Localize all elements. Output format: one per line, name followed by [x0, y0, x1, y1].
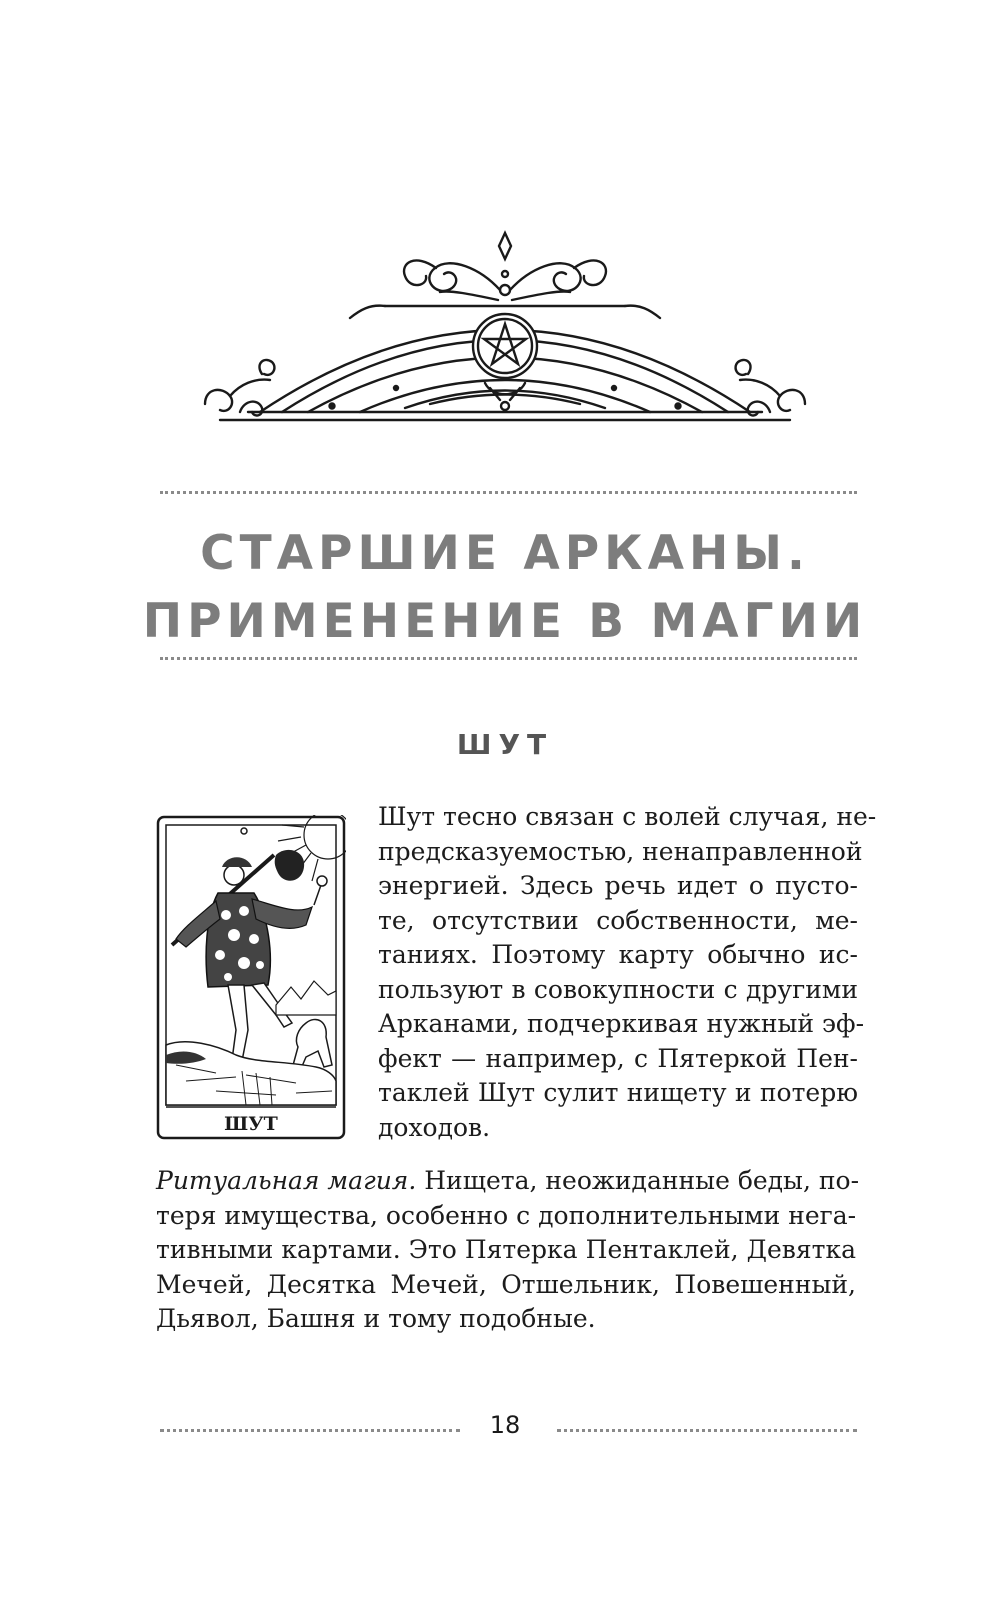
dotted-divider-footer-left [160, 1429, 460, 1432]
card-caption: ШУТ [224, 1113, 278, 1135]
fool-tarot-card-illustration [156, 815, 346, 1140]
paragraph-2-line: теря имущества, особенно с дополнительными нега- [156, 1200, 857, 1230]
paragraph-2-line [156, 1164, 860, 1199]
chapter-title-line-1: СТАРШИЕ АРКАНЫ. [200, 526, 810, 581]
paragraph-1-line: предсказуемостью, ненаправленной [378, 836, 863, 866]
paragraph-1-line: пользуют в совокупности с другими [378, 974, 858, 1004]
paragraph-1-line: фект — например, с Пятеркой Пен- [378, 1043, 858, 1073]
dotted-divider-footer-right [557, 1429, 857, 1432]
dotted-divider-top [160, 491, 857, 494]
paragraph-2-line: Мечей, Десятка Мечей, Отшельник, Повешенный, [156, 1269, 856, 1299]
paragraph-2-line: Дьявол, Башня и тому подобные. [156, 1304, 596, 1333]
paragraph-1-line: таниях. Поэтому карту обычно ис- [378, 940, 858, 969]
pentacle-ornament-icon [200, 228, 810, 428]
page-number: 18 [489, 1411, 521, 1439]
paragraph-1 [378, 800, 877, 1145]
paragraph-1-line: доходов. [378, 1112, 491, 1142]
paragraph-1-line: Шут тесно связан с волей случая, не- [378, 802, 877, 831]
paragraph-2-line: тивными картами. Это Пятерка Пентаклей, Девятка [156, 1235, 856, 1264]
chapter-title [140, 520, 870, 656]
paragraph-1-line: те, отсутствии собственности, ме- [378, 905, 858, 935]
chapter-title-line-2: ПРИМЕНЕНИЕ В МАГИИ [142, 594, 868, 649]
paragraph-1-line: таклей Шут сулит нищету и потерю [378, 1078, 858, 1107]
dotted-divider-middle [160, 657, 857, 660]
paragraph-2-line-text: Нищета, неожиданные беды, по- [416, 1166, 860, 1195]
ritual-magic-lead: Ритуальная магия. [156, 1166, 417, 1195]
paragraph-1-line: энергией. Здесь речь идет о пусто- [378, 871, 858, 900]
section-title: ШУТ [456, 728, 554, 761]
paragraph-1-line: Арканами, подчеркивая нужный эф- [378, 1009, 865, 1038]
paragraph-2 [156, 1164, 860, 1337]
